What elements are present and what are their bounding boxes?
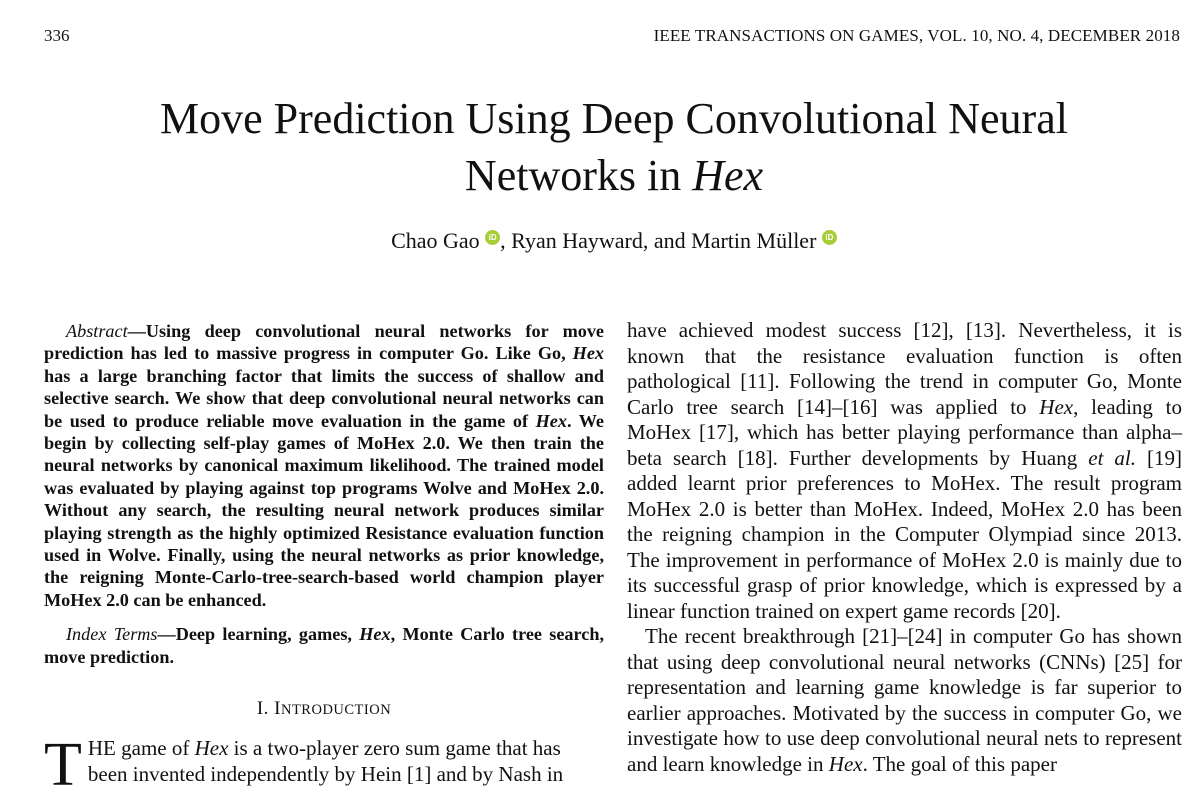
text-run: , leading to MoHex [17], which has better playing performance than alpha–beta search [18]. Further developments by Huang (627, 394, 1182, 470)
section-heading-text: I. INTRODUCTION (256, 698, 392, 720)
text-run: , Monte Carlo tree search, move prediction. (44, 624, 605, 667)
italic-text: Hex (194, 736, 229, 761)
text-run: HE game of (87, 736, 195, 761)
index-terms (44, 623, 604, 668)
text-run: has a large branching factor that limits the success of shallow and selective search. We show that deep convolutional neural networks can be used to produce reliable move evaluation in the game of (44, 365, 604, 431)
text-run: Deep learning, games, (175, 624, 360, 645)
italic-text: et al. (1088, 445, 1136, 470)
section-heading (44, 698, 604, 720)
author-name: Martin Müller (691, 228, 817, 253)
title-line-2 (0, 147, 1200, 204)
title-line-1: Move Prediction Using Deep Convolutional Neural (160, 94, 1068, 143)
right-column (627, 318, 1182, 777)
abstract-dash: — (127, 321, 146, 341)
italic-text: Hex (359, 624, 391, 645)
text-run: [19] added learnt prior preferences to MoHex. The result program MoHex 2.0 is better than MoHex. Indeed, MoHex 2.0 has been the reigning champion in the Computer Olympiad since 2013. The improvement in performance of MoHex 2.0 is mainly due to its successful grasp of prior knowledge, which is expressed by a linear function trained on expert game records [20]. (627, 445, 1182, 623)
text-run: . The goal of this paper (862, 751, 1057, 776)
paragraph (627, 318, 1182, 624)
index-terms-dash: — (157, 624, 176, 645)
italic-text: Hex (828, 751, 863, 776)
abstract-label: Abstract (66, 321, 128, 341)
text-run: . We begin by collecting self-play games of MoHex 2.0. We then train the neural networks by canonical maximum likelihood. The trained model was evaluated by playing against top programs Wolve and MoHex 2.0. Without any search, the resulting neural network produces similar playing strength as the highly optimized Resistance evaluation function used in Wolve. Finally, using the neural networks as prior knowledge, the reigning Monte-Carlo-tree-search-based world champion player MoHex 2.0 can be enhanced. (44, 410, 604, 610)
italic-text: Hex (572, 343, 604, 364)
paragraph (627, 624, 1182, 777)
orcid-icon[interactable]: iD (485, 230, 500, 245)
orcid-icon[interactable]: iD (822, 230, 837, 245)
author-name: Ryan Hayward (511, 228, 643, 253)
text-run: have achieved modest success [12], [13]. Nevertheless, it is known that the resistance evaluation function is often pathological [11]. Following the trend in computer Go, Monte Carlo tree search [14]–[16] was applied to (627, 318, 1182, 419)
title-hex: Hex (692, 151, 764, 200)
author-separator: , (500, 228, 512, 253)
text-run: is a two-player zero sum game that has been invented independently by Hein [1] and by Nash in (87, 736, 564, 786)
left-column (44, 320, 605, 799)
abstract-text (44, 321, 604, 610)
italic-text: Hex (535, 410, 567, 431)
page-number: 336 (44, 26, 70, 45)
text-run: The recent breakthrough [21]–[24] in computer Go has shown that using deep convolutional neural networks (CNNs) [25] for representation and learning game knowledge is far superior to earlier approaches. Motivated by the success in computer Go, we investigate how to use deep convolutional neural nets to represent and learn knowledge in (627, 624, 1182, 776)
paper-title (0, 90, 1200, 204)
drop-cap: T (44, 731, 82, 799)
abstract (44, 320, 604, 611)
introduction-text (44, 731, 604, 799)
introduction-body (88, 736, 563, 786)
italic-text: Hex (1039, 394, 1074, 419)
author-name: Chao Gao (391, 228, 480, 253)
text-run: Using deep convolutional neural networks for move prediction has led to massive progress in computer Go. Like Go, (44, 321, 604, 364)
author-separator: , and (642, 228, 692, 253)
journal-info: IEEE TRANSACTIONS ON GAMES, VOL. 10, NO. 4, DECEMBER 2018 (653, 26, 1180, 45)
title-line-2-text: Networks in (464, 151, 693, 200)
index-terms-label: Index Terms (66, 624, 158, 645)
author-list (0, 228, 1200, 254)
